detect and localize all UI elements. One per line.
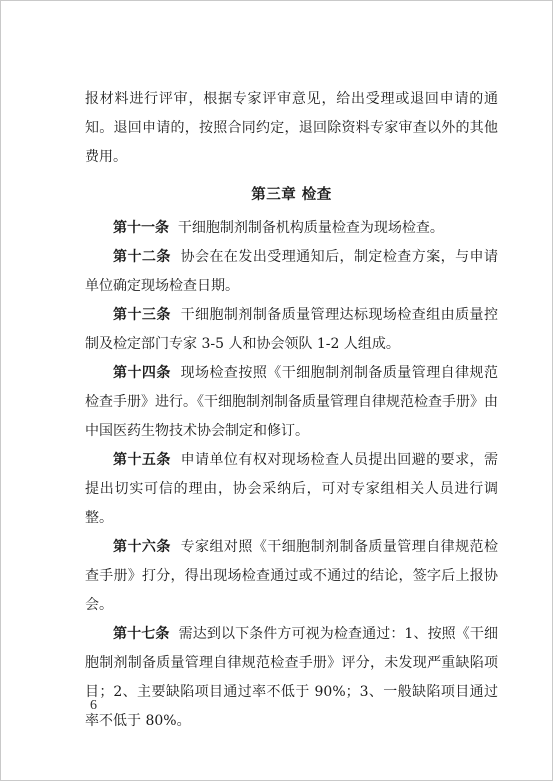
article-label: 第十五条 [113, 452, 171, 468]
article-text: 申请单位有权对现场检查人员提出回避的要求，需提出切实可信的理由，协会采纳后，可对专家组相关人员进行调整。 [85, 452, 498, 526]
article-label: 第十一条 [113, 220, 169, 236]
article-label: 第十四条 [113, 365, 171, 381]
page-body [85, 85, 498, 736]
article-text: 协会在在发出受理通知后，制定检查方案，与申请单位确定现场检查日期。 [85, 249, 498, 294]
continuation-paragraph: 报材料进行评审，根据专家评审意见，给出受理或退回申请的通知。退回申请的，按照合同约定，退回除资料专家审查以外的其他费用。 [85, 91, 498, 165]
article-14 [85, 359, 498, 446]
article-text: 干细胞制剂制备质量管理达标现场检查组由质量控制及检定部门专家 3-5 人和协会领队 1-2 人组成。 [85, 307, 498, 352]
article-label: 第十二条 [113, 249, 171, 265]
article-label: 第十七条 [113, 626, 170, 642]
article-text: 专家组对照《干细胞制剂制备质量管理自律规范检查手册》打分，得出现场检查通过或不通过的结论，签字后上报协会。 [85, 539, 498, 613]
page-number: 6 [90, 698, 97, 713]
article-17 [85, 620, 498, 736]
article-text: 需达到以下条件方可视为检查通过：1、按照《干细胞制剂制备质量管理自律规范检查手册》评分，未发现严重缺陷项目；2、主要缺陷项目通过率不低于 90%；3、一般缺陷项目通过率不低于 80%。 [85, 626, 499, 729]
article-12 [85, 243, 498, 301]
article-label: 第十六条 [113, 539, 171, 555]
article-11 [85, 214, 498, 243]
article-text: 现场检查按照《干细胞制剂制备质量管理自律规范检查手册》进行。《干细胞制剂制备质量管理自律规范检查手册》由中国医药生物技术协会制定和修订。 [85, 365, 498, 439]
chapter-heading: 第三章 检查 [251, 187, 332, 203]
article-15 [85, 446, 498, 533]
article-text: 干细胞制剂制备机构质量检查为现场检查。 [177, 220, 444, 236]
article-label: 第十三条 [113, 307, 171, 323]
article-13 [85, 301, 498, 359]
article-16 [85, 533, 498, 620]
